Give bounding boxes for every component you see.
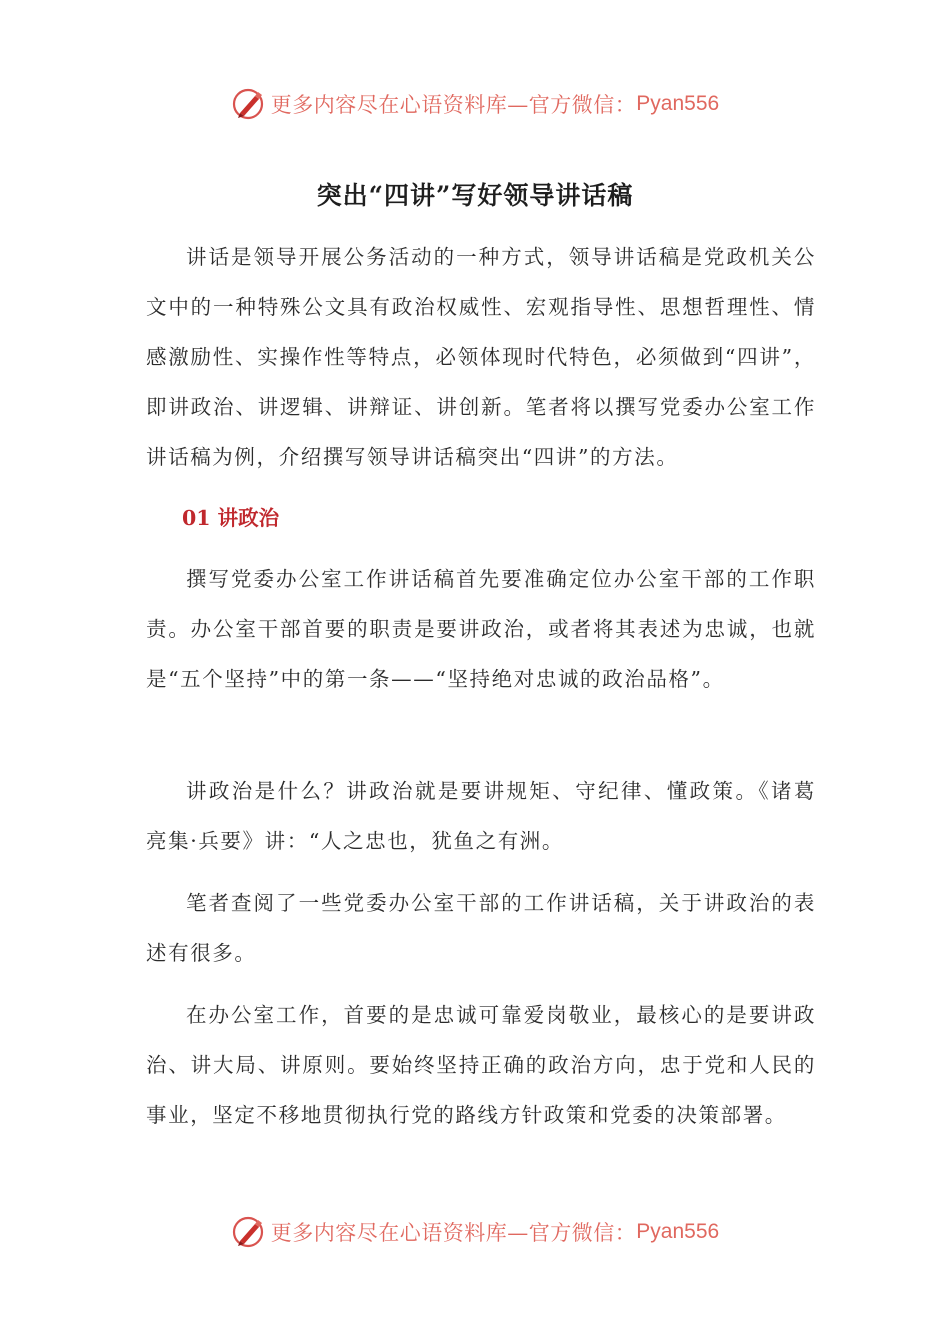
- document-title: 突出“四讲”写好领导讲话稿: [316, 181, 634, 210]
- intro-paragraph: 讲话是领导开展公务活动的一种方式，领导讲话稿是党政机关公文中的一种特殊公文具有政治权威性、宏观指导性、思想哲理性、情感激励性、实操作性等特点，必领体现时代特色，必须做到“四讲”，即讲政治、讲逻辑、讲辩证、讲创新。笔者将以撰写党委办公室工作讲话稿为例，介绍撰写领导讲话稿突出“四讲”的方法。: [146, 245, 816, 469]
- header-banner: [0, 84, 950, 124]
- wechat-id: Pyan556: [636, 1220, 720, 1243]
- paragraph: 讲政治是什么？讲政治就是要讲规矩、守纪律、懂政策。《诸葛亮集·兵要》讲：“人之忠也，犹鱼之有洲。: [146, 779, 816, 853]
- document-body: [146, 232, 816, 1140]
- paragraph: 在办公室工作，首要的是忠诚可靠爱岗敬业，最核心的是要讲政治、讲大局、讲原则。要始终坚持正确的政治方向，忠于党和人民的事业，坚定不移地贯彻执行党的路线方针政策和党委的决策部署。: [146, 1003, 816, 1127]
- paragraph: 笔者查阅了一些党委办公室干部的工作讲话稿，关于讲政治的表述有很多。: [146, 891, 816, 965]
- paragraph: 撰写党委办公室工作讲话稿首先要准确定位办公室干部的工作职责。办公室干部首要的职责是要讲政治，或者将其表述为忠诚，也就是“五个坚持”中的第一条——“坚持绝对忠诚的政治品格”。: [146, 567, 816, 691]
- pen-logo-icon: [231, 86, 267, 122]
- wechat-id: Pyan556: [636, 92, 720, 115]
- banner-text: 更多内容尽在心语资料库—官方微信：: [270, 1221, 637, 1245]
- pen-logo-icon: [231, 1214, 267, 1250]
- footer-banner: [0, 1212, 950, 1252]
- section-heading: 01 讲政治: [182, 506, 280, 530]
- banner-text: 更多内容尽在心语资料库—官方微信：: [270, 93, 637, 117]
